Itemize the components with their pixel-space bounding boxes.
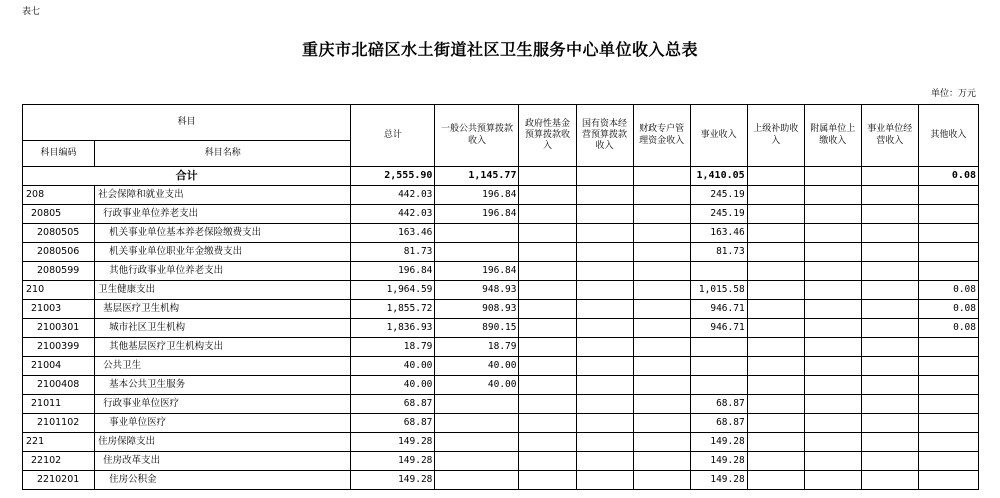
row-cell-state-capital (576, 205, 633, 224)
row-cell-general-budget: 18.79 (435, 338, 519, 357)
row-cell-gov-fund (519, 224, 576, 243)
row-cell-operations (861, 319, 918, 338)
total-cell-business: 1,410.05 (690, 167, 747, 186)
row-cell-state-capital (576, 471, 633, 490)
row-cell-general-budget (435, 414, 519, 433)
row-cell-gov-fund (519, 471, 576, 490)
row-cell-operations (861, 376, 918, 395)
row-cell-operations (861, 262, 918, 281)
row-cell-gov-fund (519, 300, 576, 319)
unit-label: 单位：万元 (930, 89, 976, 99)
row-name: 事业单位医疗 (95, 414, 351, 433)
row-cell-affiliated (804, 395, 861, 414)
row-name: 其他行政事业单位养老支出 (95, 262, 351, 281)
row-cell-affiliated (804, 205, 861, 224)
row-name: 基本公共卫生服务 (95, 376, 351, 395)
row-cell-superior (747, 395, 804, 414)
row-name: 卫生健康支出 (95, 281, 351, 300)
row-cell-superior (747, 319, 804, 338)
row-code: 2100399 (23, 338, 95, 357)
table-row (23, 300, 979, 319)
row-name: 住房改革支出 (95, 452, 351, 471)
row-cell-business (690, 357, 747, 376)
row-cell-superior (747, 300, 804, 319)
row-cell-general-budget: 890.15 (435, 319, 519, 338)
row-cell-operations (861, 205, 918, 224)
row-name: 机关事业单位基本养老保险缴费支出 (95, 224, 351, 243)
row-cell-superior (747, 414, 804, 433)
row-code: 210 (23, 281, 95, 300)
row-cell-state-capital (576, 433, 633, 452)
row-cell-affiliated (804, 224, 861, 243)
row-cell-state-capital (576, 300, 633, 319)
header-other: 其他收入 (918, 105, 978, 167)
row-cell-special-fiscal (633, 376, 690, 395)
row-cell-gov-fund (519, 452, 576, 471)
row-cell-business: 946.71 (690, 319, 747, 338)
row-cell-general-budget: 196.84 (435, 186, 519, 205)
row-cell-total: 68.87 (351, 395, 435, 414)
row-cell-affiliated (804, 376, 861, 395)
row-cell-general-budget: 40.00 (435, 376, 519, 395)
row-cell-gov-fund (519, 262, 576, 281)
row-cell-general-budget (435, 452, 519, 471)
row-cell-superior (747, 433, 804, 452)
row-cell-total: 1,964.59 (351, 281, 435, 300)
row-cell-state-capital (576, 452, 633, 471)
total-cell-state-capital (576, 167, 633, 186)
row-cell-operations (861, 186, 918, 205)
row-cell-superior (747, 452, 804, 471)
row-cell-gov-fund (519, 338, 576, 357)
total-cell-gov-fund (519, 167, 576, 186)
row-cell-other (918, 395, 978, 414)
row-name: 住房保障支出 (95, 433, 351, 452)
row-cell-other: 0.08 (918, 319, 978, 338)
row-cell-special-fiscal (633, 300, 690, 319)
row-cell-operations (861, 414, 918, 433)
row-cell-general-budget: 948.93 (435, 281, 519, 300)
table-row (23, 262, 979, 281)
row-cell-gov-fund (519, 376, 576, 395)
row-cell-state-capital (576, 319, 633, 338)
row-cell-gov-fund (519, 319, 576, 338)
row-cell-state-capital (576, 414, 633, 433)
row-cell-affiliated (804, 452, 861, 471)
row-cell-other: 0.08 (918, 300, 978, 319)
row-cell-business: 149.28 (690, 471, 747, 490)
row-cell-business: 149.28 (690, 452, 747, 471)
header-code: 科目编码 (23, 141, 95, 167)
row-cell-business: 81.73 (690, 243, 747, 262)
row-cell-superior (747, 357, 804, 376)
row-cell-superior (747, 338, 804, 357)
row-name: 行政事业单位医疗 (95, 395, 351, 414)
row-cell-gov-fund (519, 281, 576, 300)
row-cell-special-fiscal (633, 414, 690, 433)
row-cell-business: 1,015.58 (690, 281, 747, 300)
header-affiliated: 附属单位上缴收入 (804, 105, 861, 167)
row-cell-other (918, 338, 978, 357)
table-row (23, 338, 979, 357)
row-cell-affiliated (804, 357, 861, 376)
row-cell-general-budget (435, 471, 519, 490)
row-cell-gov-fund (519, 205, 576, 224)
page-title: 重庆市北碚区水土街道社区卫生服务中心单位收入总表 (301, 40, 698, 59)
row-cell-general-budget (435, 224, 519, 243)
row-cell-state-capital (576, 376, 633, 395)
row-code: 2100301 (23, 319, 95, 338)
row-name: 机关事业单位职业年金缴费支出 (95, 243, 351, 262)
row-name: 行政事业单位养老支出 (95, 205, 351, 224)
row-name: 公共卫生 (95, 357, 351, 376)
row-cell-special-fiscal (633, 262, 690, 281)
total-row (23, 167, 979, 186)
header-state-capital: 国有资本经营预算拨款收入 (576, 105, 633, 167)
row-cell-gov-fund (519, 243, 576, 262)
row-cell-special-fiscal (633, 338, 690, 357)
row-cell-special-fiscal (633, 186, 690, 205)
header-general-budget: 一般公共预算拨款收入 (435, 105, 519, 167)
row-cell-total: 149.28 (351, 433, 435, 452)
row-cell-general-budget: 196.84 (435, 262, 519, 281)
row-cell-state-capital (576, 357, 633, 376)
row-cell-superior (747, 281, 804, 300)
row-cell-total: 442.03 (351, 205, 435, 224)
row-cell-superior (747, 243, 804, 262)
row-code: 21011 (23, 395, 95, 414)
row-cell-other: 0.08 (918, 281, 978, 300)
header-subject: 科目 (23, 105, 351, 141)
row-cell-total: 68.87 (351, 414, 435, 433)
row-cell-general-budget: 40.00 (435, 357, 519, 376)
row-cell-total: 40.00 (351, 357, 435, 376)
table-row (23, 186, 979, 205)
row-cell-total: 1,855.72 (351, 300, 435, 319)
table-row (23, 433, 979, 452)
row-cell-operations (861, 452, 918, 471)
row-cell-general-budget (435, 395, 519, 414)
row-cell-special-fiscal (633, 471, 690, 490)
row-cell-affiliated (804, 471, 861, 490)
row-cell-affiliated (804, 281, 861, 300)
row-cell-general-budget (435, 433, 519, 452)
row-cell-business (690, 376, 747, 395)
row-cell-other (918, 205, 978, 224)
row-cell-affiliated (804, 186, 861, 205)
table-row (23, 224, 979, 243)
row-cell-operations (861, 395, 918, 414)
row-cell-operations (861, 357, 918, 376)
row-code: 2080505 (23, 224, 95, 243)
row-cell-special-fiscal (633, 357, 690, 376)
row-cell-other (918, 414, 978, 433)
total-cell-operations (861, 167, 918, 186)
row-cell-general-budget: 908.93 (435, 300, 519, 319)
row-cell-business (690, 338, 747, 357)
total-cell-affiliated (804, 167, 861, 186)
row-cell-superior (747, 186, 804, 205)
row-cell-business: 149.28 (690, 433, 747, 452)
header-gov-fund: 政府性基金预算拨款收入 (519, 105, 576, 167)
row-cell-affiliated (804, 262, 861, 281)
row-name: 住房公积金 (95, 471, 351, 490)
row-cell-other (918, 357, 978, 376)
row-code: 2080506 (23, 243, 95, 262)
row-cell-general-budget: 196.84 (435, 205, 519, 224)
row-code: 2101102 (23, 414, 95, 433)
row-name: 其他基层医疗卫生机构支出 (95, 338, 351, 357)
table-row (23, 376, 979, 395)
row-cell-special-fiscal (633, 395, 690, 414)
row-code: 2210201 (23, 471, 95, 490)
row-name: 社会保障和就业支出 (95, 186, 351, 205)
row-cell-operations (861, 338, 918, 357)
row-code: 22102 (23, 452, 95, 471)
row-cell-total: 40.00 (351, 376, 435, 395)
total-cell-special-fiscal (633, 167, 690, 186)
row-cell-total: 149.28 (351, 452, 435, 471)
row-cell-special-fiscal (633, 205, 690, 224)
total-cell-general-budget: 1,145.77 (435, 167, 519, 186)
row-cell-state-capital (576, 281, 633, 300)
table-row (23, 357, 979, 376)
row-cell-other (918, 243, 978, 262)
row-cell-gov-fund (519, 395, 576, 414)
row-cell-total: 442.03 (351, 186, 435, 205)
row-cell-business: 245.19 (690, 205, 747, 224)
row-cell-state-capital (576, 338, 633, 357)
row-cell-gov-fund (519, 433, 576, 452)
row-cell-affiliated (804, 243, 861, 262)
row-cell-other (918, 433, 978, 452)
header-operations: 事业单位经营收入 (861, 105, 918, 167)
total-cell-other: 0.08 (918, 167, 978, 186)
row-cell-total: 1,836.93 (351, 319, 435, 338)
row-cell-superior (747, 205, 804, 224)
row-cell-other (918, 224, 978, 243)
row-cell-affiliated (804, 300, 861, 319)
table-row (23, 205, 979, 224)
total-label: 合计 (23, 167, 351, 186)
row-cell-state-capital (576, 243, 633, 262)
row-cell-state-capital (576, 186, 633, 205)
row-cell-special-fiscal (633, 224, 690, 243)
header-business: 事业收入 (690, 105, 747, 167)
row-cell-operations (861, 243, 918, 262)
row-cell-operations (861, 471, 918, 490)
row-cell-special-fiscal (633, 433, 690, 452)
row-cell-superior (747, 262, 804, 281)
row-cell-other (918, 376, 978, 395)
row-code: 208 (23, 186, 95, 205)
header-name: 科目名称 (95, 141, 351, 167)
row-cell-total: 149.28 (351, 471, 435, 490)
table-row (23, 471, 979, 490)
table-row (23, 281, 979, 300)
row-cell-gov-fund (519, 186, 576, 205)
total-cell-total: 2,555.90 (351, 167, 435, 186)
table-body (23, 167, 979, 490)
row-cell-general-budget (435, 243, 519, 262)
table-row (23, 319, 979, 338)
row-cell-business: 163.46 (690, 224, 747, 243)
header-superior: 上级补助收入 (747, 105, 804, 167)
row-cell-total: 163.46 (351, 224, 435, 243)
row-cell-total: 196.84 (351, 262, 435, 281)
table-row (23, 395, 979, 414)
row-code: 21004 (23, 357, 95, 376)
row-cell-superior (747, 471, 804, 490)
row-cell-operations (861, 224, 918, 243)
row-cell-state-capital (576, 262, 633, 281)
header-total: 总计 (351, 105, 435, 167)
row-cell-gov-fund (519, 414, 576, 433)
table-header (23, 105, 979, 167)
row-code: 20805 (23, 205, 95, 224)
row-cell-special-fiscal (633, 319, 690, 338)
table-row (23, 414, 979, 433)
table-row (23, 243, 979, 262)
income-summary-table (22, 104, 979, 490)
row-code: 21003 (23, 300, 95, 319)
row-cell-operations (861, 433, 918, 452)
row-cell-other (918, 262, 978, 281)
row-cell-affiliated (804, 338, 861, 357)
row-cell-total: 81.73 (351, 243, 435, 262)
row-cell-business (690, 262, 747, 281)
row-cell-superior (747, 376, 804, 395)
row-cell-special-fiscal (633, 243, 690, 262)
row-cell-superior (747, 224, 804, 243)
row-cell-affiliated (804, 433, 861, 452)
row-cell-state-capital (576, 395, 633, 414)
row-name: 基层医疗卫生机构 (95, 300, 351, 319)
row-code: 2100408 (23, 376, 95, 395)
row-name: 城市社区卫生机构 (95, 319, 351, 338)
row-cell-business: 68.87 (690, 414, 747, 433)
row-cell-business: 68.87 (690, 395, 747, 414)
row-code: 2080599 (23, 262, 95, 281)
row-cell-operations (861, 281, 918, 300)
row-code: 221 (23, 433, 95, 452)
table-row (23, 452, 979, 471)
header-special-fiscal: 财政专户管理资金收入 (633, 105, 690, 167)
row-cell-other (918, 186, 978, 205)
row-cell-operations (861, 300, 918, 319)
row-cell-special-fiscal (633, 452, 690, 471)
row-cell-business: 946.71 (690, 300, 747, 319)
row-cell-other (918, 452, 978, 471)
row-cell-business: 245.19 (690, 186, 747, 205)
row-cell-affiliated (804, 319, 861, 338)
row-cell-gov-fund (519, 357, 576, 376)
row-cell-state-capital (576, 224, 633, 243)
table-number-tag: 表七 (22, 7, 41, 17)
row-cell-affiliated (804, 414, 861, 433)
total-cell-superior (747, 167, 804, 186)
row-cell-other (918, 471, 978, 490)
row-cell-special-fiscal (633, 281, 690, 300)
row-cell-total: 18.79 (351, 338, 435, 357)
